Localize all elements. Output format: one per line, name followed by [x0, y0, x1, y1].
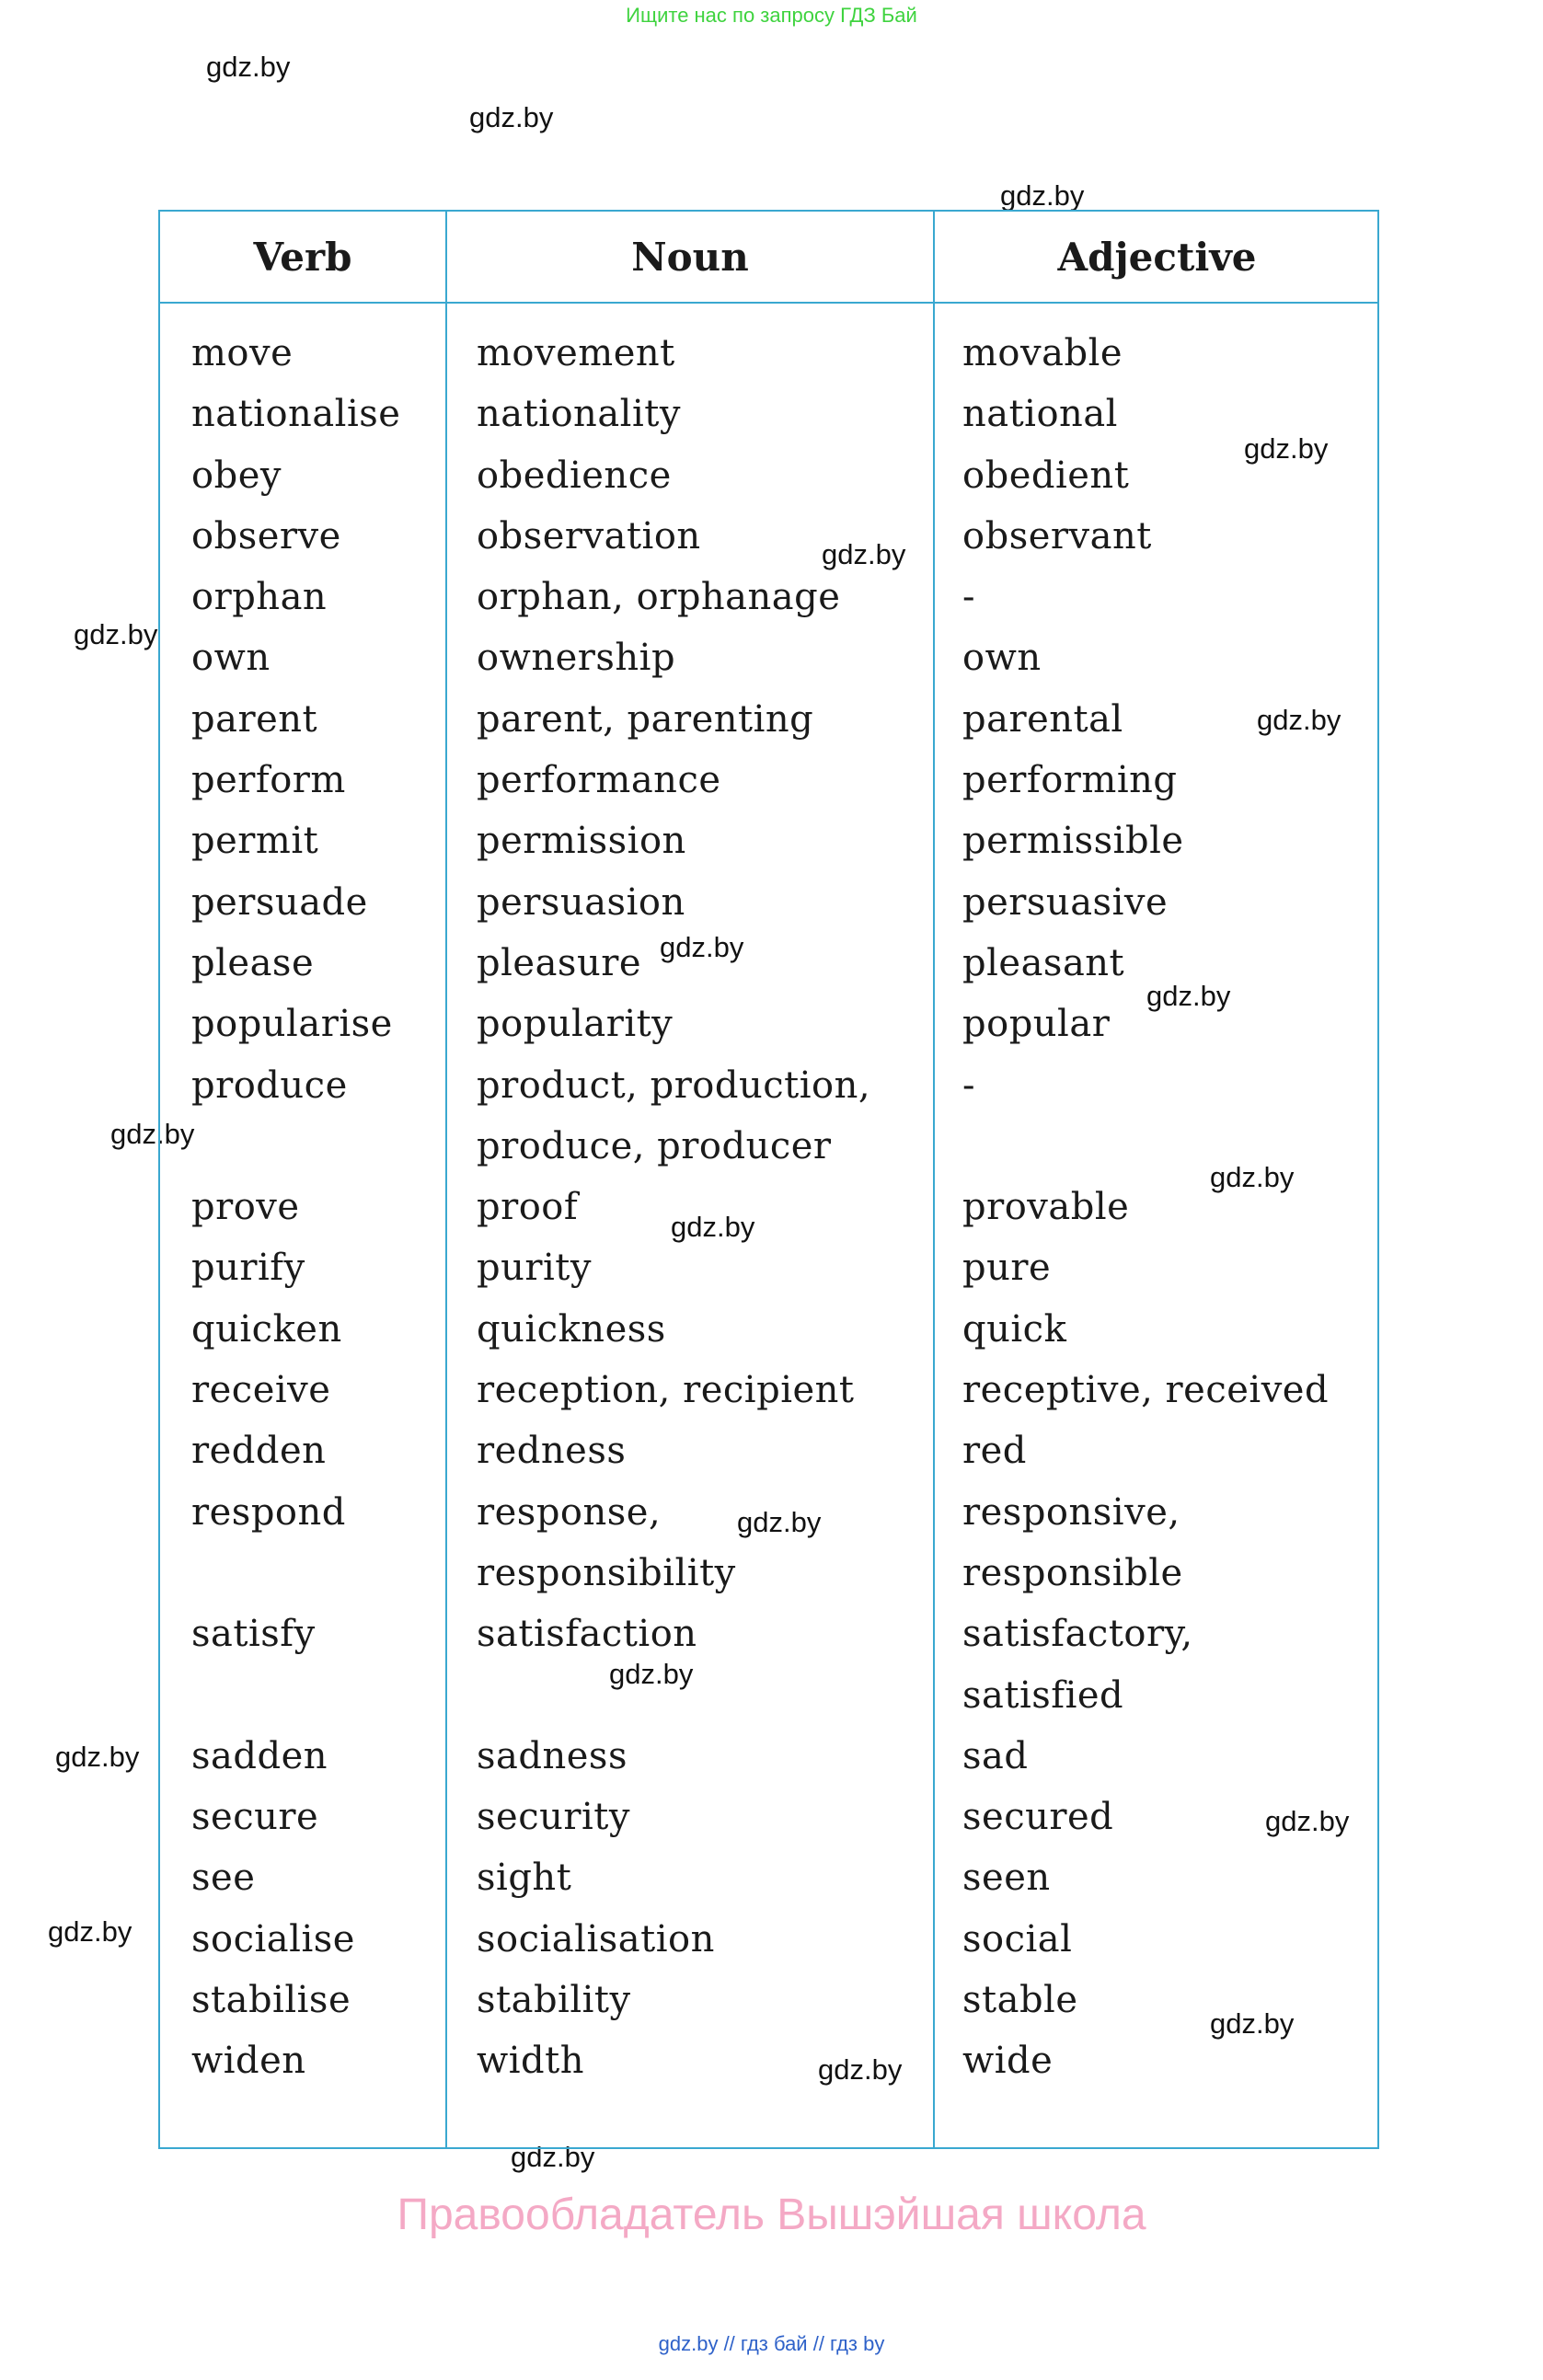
noun-cell: obedience: [477, 454, 672, 497]
noun-cell: socialisation: [477, 1917, 715, 1960]
adjective-cell: responsible: [962, 1551, 1183, 1594]
watermark: gdz.by: [822, 538, 906, 570]
noun-cell: redness: [477, 1430, 627, 1473]
adjective-cell: receptive, received: [962, 1369, 1330, 1412]
verb-cell: stabilise: [191, 1979, 351, 2022]
noun-cell: [477, 1665, 870, 1726]
noun-cell: purity: [477, 1247, 592, 1290]
verb-cell: orphan: [191, 576, 328, 619]
watermark: gdz.by: [206, 51, 291, 83]
noun-cell: quickness: [477, 1307, 666, 1351]
verb-cell: receive: [191, 1369, 331, 1412]
verb-cell: parent: [191, 697, 318, 741]
verb-cell: persuade: [191, 880, 368, 924]
noun-cell: security: [477, 1796, 630, 1839]
adjective-cell: national: [962, 393, 1118, 436]
noun-cell: stability: [477, 1979, 631, 2022]
verb-cell: socialise: [191, 1917, 355, 1960]
adjective-cell: wide: [962, 2040, 1054, 2083]
noun-cell: orphan, orphanage: [477, 576, 841, 619]
noun-cell: performance: [477, 759, 721, 802]
watermark: gdz.by: [1000, 179, 1085, 212]
noun-cell: product, production,: [477, 1064, 871, 1107]
adjective-cell: popular: [962, 1003, 1111, 1046]
header-noun: Noun: [631, 234, 749, 280]
verb-cell: respond: [191, 1490, 346, 1534]
noun-cell: persuasion: [477, 880, 685, 924]
noun-cell: ownership: [477, 637, 676, 680]
adjective-cell: seen: [962, 1857, 1051, 1900]
column-divider: [933, 212, 935, 2147]
noun-cell: proof: [477, 1186, 579, 1229]
adjective-cell: provable: [962, 1186, 1130, 1229]
watermark: gdz.by: [737, 1506, 822, 1538]
verb-cell: perform: [191, 759, 346, 802]
noun-cell: reception, recipient: [477, 1369, 855, 1412]
adjective-cell: performing: [962, 759, 1178, 802]
verb-cell: please: [191, 941, 315, 984]
noun-cell: width: [477, 2040, 584, 2083]
verb-cell: sadden: [191, 1734, 328, 1777]
verb-cell: see: [191, 1857, 256, 1900]
column-divider: [445, 212, 447, 2147]
adjective-cell: social: [962, 1917, 1073, 1960]
verb-cell: obey: [191, 454, 282, 497]
watermark: gdz.by: [1210, 2007, 1295, 2040]
verb-cell: move: [191, 332, 294, 374]
noun-cell: response,: [477, 1490, 662, 1534]
adjective-cell: quick: [962, 1307, 1067, 1351]
noun-cell: observation: [477, 514, 701, 558]
noun-cell: nationality: [477, 393, 681, 436]
adjective-cell: own: [962, 637, 1042, 680]
noun-cell: permission: [477, 820, 686, 863]
watermark: gdz.by: [660, 931, 744, 963]
watermark: gdz.by: [1257, 704, 1341, 736]
verb-cell: purify: [191, 1247, 305, 1290]
verb-cell: satisfy: [191, 1613, 316, 1656]
verb-cell: quicken: [191, 1307, 342, 1351]
footer-links[interactable]: gdz.by // гдз бай // гдз by: [658, 2332, 885, 2355]
noun-cell: popularity: [477, 1003, 674, 1046]
verb-cell: [191, 1665, 400, 1726]
verb-cell: prove: [191, 1186, 300, 1229]
verb-cell: own: [191, 637, 271, 680]
watermark: gdz.by: [1265, 1805, 1350, 1837]
noun-cell: responsibility: [477, 1551, 736, 1594]
adjective-cell: persuasive: [962, 880, 1169, 924]
adjective-cell: [962, 1116, 1329, 1177]
watermark: gdz.by: [110, 1118, 195, 1150]
adjective-cell: secured: [962, 1796, 1114, 1839]
verb-cell: [191, 1543, 400, 1604]
watermark: gdz.by: [74, 618, 158, 650]
verb-cell: nationalise: [191, 393, 401, 436]
adjective-cell: satisfactory,: [962, 1613, 1193, 1656]
adjective-cell: -: [962, 1064, 976, 1107]
verb-cell: popularise: [191, 1003, 393, 1046]
verb-cell: observe: [191, 514, 341, 558]
noun-cell: satisfaction: [477, 1613, 697, 1656]
verb-cell: widen: [191, 2040, 306, 2083]
watermark: gdz.by: [671, 1211, 755, 1243]
verb-cell: secure: [191, 1796, 319, 1839]
noun-cell: produce, producer: [477, 1124, 832, 1167]
watermark: gdz.by: [609, 1658, 694, 1690]
verb-column: [191, 323, 400, 2092]
adjective-cell: sad: [962, 1734, 1029, 1777]
header-adjective: Adjective: [1057, 234, 1257, 280]
adjective-column: [962, 323, 1329, 2092]
watermark: gdz.by: [55, 1741, 140, 1773]
copyright-holder: Правообладатель Вышэйшая школа: [397, 2190, 1146, 2239]
adjective-cell: -: [962, 576, 976, 619]
noun-column: [477, 323, 870, 2092]
adjective-cell: obedient: [962, 454, 1130, 497]
top-banner[interactable]: Ищите нас по запросу ГДЗ Бай: [626, 4, 917, 27]
noun-cell: sadness: [477, 1734, 628, 1777]
word-formation-table: [158, 210, 1379, 2149]
verb-cell: [191, 1116, 400, 1177]
adjective-cell: observant: [962, 514, 1152, 558]
verb-cell: permit: [191, 820, 319, 863]
noun-cell: sight: [477, 1857, 572, 1900]
watermark: gdz.by: [1244, 432, 1329, 465]
header-divider: [160, 302, 1377, 304]
watermark: gdz.by: [48, 1915, 132, 1948]
noun-cell: parent, parenting: [477, 697, 814, 741]
adjective-cell: stable: [962, 1979, 1078, 2022]
adjective-cell: pleasant: [962, 941, 1125, 984]
noun-cell: movement: [477, 332, 675, 374]
watermark: gdz.by: [1146, 980, 1231, 1012]
adjective-cell: pure: [962, 1247, 1052, 1290]
adjective-cell: movable: [962, 332, 1123, 374]
watermark: gdz.by: [1210, 1161, 1295, 1193]
header-verb: Verb: [253, 234, 352, 280]
verb-cell: produce: [191, 1064, 348, 1107]
adjective-cell: satisfied: [962, 1673, 1124, 1717]
adjective-cell: responsive,: [962, 1490, 1180, 1534]
adjective-cell: parental: [962, 697, 1123, 741]
noun-cell: pleasure: [477, 941, 641, 984]
verb-cell: redden: [191, 1430, 327, 1473]
watermark: gdz.by: [818, 2053, 903, 2086]
adjective-cell: permissible: [962, 820, 1184, 863]
adjective-cell: red: [962, 1430, 1027, 1473]
watermark: gdz.by: [469, 101, 554, 133]
watermark: gdz.by: [511, 2141, 595, 2173]
